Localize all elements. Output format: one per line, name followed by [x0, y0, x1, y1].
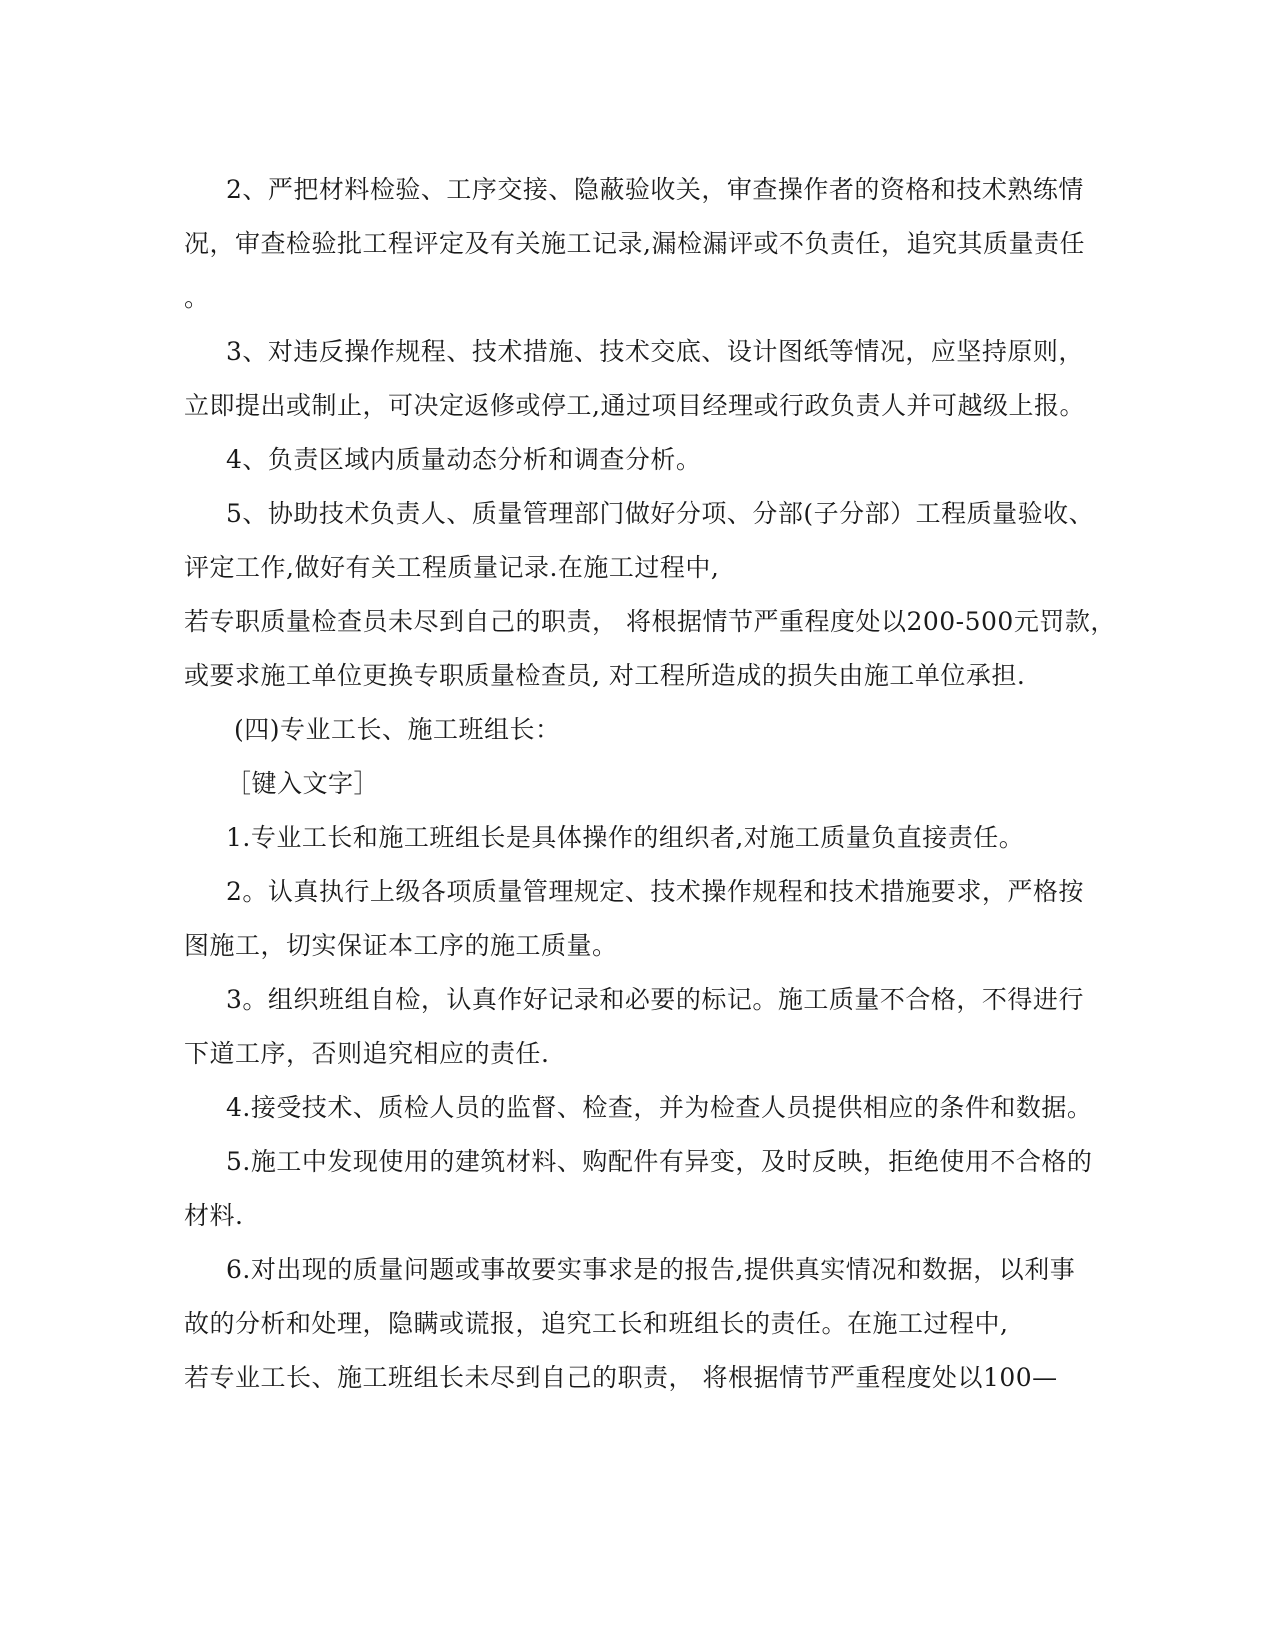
paragraph-4-line-1: 4、负责区域内质量动态分析和调查分析。	[226, 445, 702, 474]
item-5-line-2: 材料.	[184, 1201, 244, 1230]
item-2-line-2: 图施工，切实保证本工序的施工质量。	[184, 931, 618, 960]
item-3-line-2: 下道工序，否则追究相应的责任.	[184, 1039, 550, 1068]
item-6-line-2: 故的分析和处理，隐瞒或谎报，追究工长和班组长的责任。在施工过程中,	[184, 1309, 1009, 1338]
document-body	[184, 163, 1116, 1405]
item-4-line-1: 4.接受技术、质检人员的监督、检查，并为检查人员提供相应的条件和数据。	[226, 1093, 1093, 1122]
item-6-line-1: 6.对出现的质量问题或事故要实事求是的报告,提供真实情况和数据，以利事	[226, 1255, 1076, 1284]
placeholder-text: ［键入文字］	[226, 769, 380, 798]
paragraph-5-line-4: 或要求施工单位更换专职质量检查员, 对工程所造成的损失由施工单位承担.	[184, 661, 1026, 690]
item-2-line-1: 2。认真执行上级各项质量管理规定、技术操作规程和技术措施要求，严格按	[226, 877, 1084, 906]
paragraph-5-line-2: 评定工作,做好有关工程质量记录.在施工过程中,	[184, 553, 720, 582]
paragraph-5-line-1: 5、协助技术负责人、质量管理部门做好分项、分部(子分部）工程质量验收、	[226, 499, 1095, 528]
paragraph-3-line-2: 立即提出或制止，可决定返修或停工,通过项目经理或行政负责人并可越级上报。	[184, 391, 1085, 420]
item-3-line-1: 3。组织班组自检，认真作好记录和必要的标记。施工质量不合格，不得进行	[226, 985, 1084, 1014]
paragraph-3-line-1: 3、对违反操作规程、技术措施、技术交底、设计图纸等情况，应坚持原则，	[226, 337, 1084, 366]
item-6-line-3: 若专业工长、施工班组长未尽到自己的职责， 将根据情节严重程度处以100—	[184, 1363, 1058, 1392]
paragraph-2-line-2: 况，审查检验批工程评定及有关施工记录,漏检漏评或不负责任，追究其质量责任	[184, 229, 1085, 258]
paragraph-5-line-3: 若专职质量检查员未尽到自己的职责， 将根据情节严重程度处以200-500元罚款，	[184, 607, 1116, 636]
paragraph-2-line-3: 。	[184, 283, 210, 312]
item-5-line-1: 5.施工中发现使用的建筑材料、购配件有异变，及时反映，拒绝使用不合格的	[226, 1147, 1093, 1176]
item-1-line-1: 1.专业工长和施工班组长是具体操作的组织者,对施工质量负直接责任。	[226, 823, 1025, 852]
paragraph-2-line-1: 2、严把材料检验、工序交接、隐蔽验收关，审查操作者的资格和技术熟练情	[226, 175, 1084, 204]
section-heading-4: (四)专业工长、施工班组长：	[234, 715, 561, 744]
